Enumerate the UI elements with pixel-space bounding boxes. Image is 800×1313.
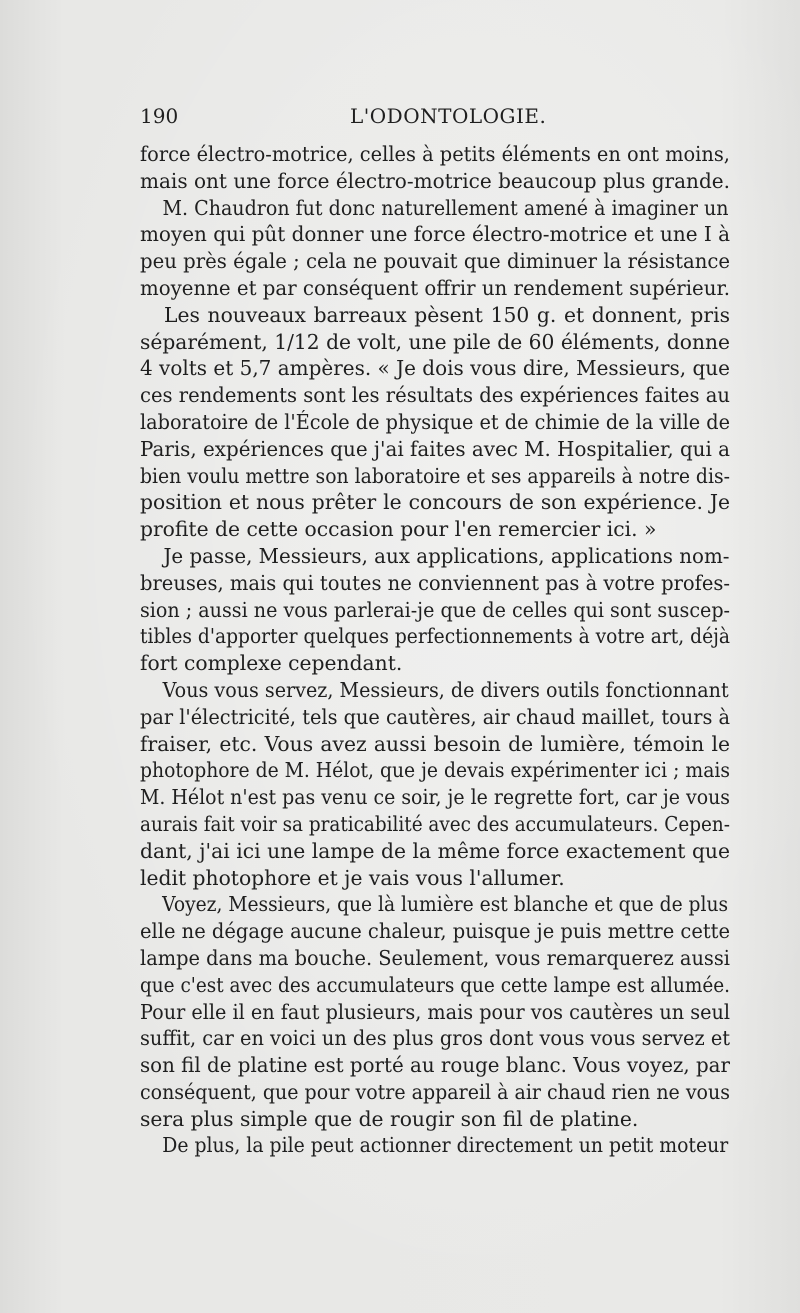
text-line: mais ont une force électro-motrice beaucoup plus grande. [140, 168, 730, 193]
text-line: peu près égale ; cela ne pouvait que diminuer la résistance [140, 249, 731, 274]
text-line: breuses, mais qui toutes ne conviennent pas à votre profes- [140, 570, 731, 595]
text-line: profite de cette occasion pour l'en remercier ici. » [140, 517, 657, 542]
text-line: photophore de M. Hélot, que je devais expérimenter ici ; mais [140, 758, 731, 783]
text-line: De plus, la pile peut actionner directement un petit moteur [162, 1133, 729, 1158]
running-title: L'ODONTOLOGIE. [350, 104, 547, 128]
text-line: bien voulu mettre son laboratoire et ses appareils à notre dis- [140, 463, 730, 488]
text-line: séparément, 1/12 de volt, une pile de 60 éléments, donne [140, 329, 731, 354]
text-line: dant, j'ai ici une lampe de la même force exactement que [140, 838, 730, 863]
text-line: lampe dans ma bouche. Seulement, vous remarquerez aussi [140, 945, 731, 970]
text-line: suffit, car en voici un des plus gros dont vous vous servez et [140, 1026, 731, 1051]
text-line: par l'électricité, tels que cautères, air chaud maillet, tours à [140, 704, 731, 729]
text-line: Les nouveaux barreaux pèsent 150 g. et donnent, pris [164, 302, 730, 327]
text-line: laboratoire de l'École de physique et de chimie de la ville de [140, 409, 731, 434]
text-line: elle ne dégage aucune chaleur, puisque je puis mettre cette [140, 919, 731, 944]
text-line: ces rendements sont les résultats des expériences faites au [140, 383, 730, 408]
text-line: que c'est avec des accumulateurs que cette lampe est allumée. [140, 972, 731, 997]
text-line: tibles d'apporter quelques perfectionnements à votre art, déjà [140, 624, 731, 649]
text-line: Je passe, Messieurs, aux applications, applications nom- [163, 543, 730, 568]
text-line: M. Chaudron fut donc naturellement amené à imaginer un [162, 195, 729, 220]
text-line: son fil de platine est porté au rouge blanc. Vous voyez, par [140, 1053, 730, 1078]
text-line: sera plus simple que de rougir son fil de platine. [140, 1106, 639, 1131]
text-line: sion ; aussi ne vous parlerai-je que de celles qui sont suscep- [140, 597, 731, 622]
page-number: 190 [140, 104, 179, 128]
text-line: moyen qui pût donner une force électro-motrice et une I à [140, 222, 731, 247]
text-line: fraiser, etc. Vous avez aussi besoin de lumière, témoin le [140, 731, 730, 756]
text-line: position et nous prêter le concours de son expérience. Je [140, 490, 730, 515]
text-line: Pour elle il en faut plusieurs, mais pour vos cautères un seul [140, 999, 730, 1024]
text-line: force électro-motrice, celles à petits éléments en ont moins, [140, 142, 730, 166]
text-line: fort complexe cependant. [140, 651, 403, 676]
text-line: Vous vous servez, Messieurs, de divers outils fonctionnant [162, 677, 729, 702]
text-line: ledit photophore et je vais vous l'allumer. [140, 865, 565, 890]
body-text [140, 141, 730, 1159]
text-line: M. Hélot n'est pas venu ce soir, je le regrette fort, car je vous [140, 785, 731, 810]
page-header [140, 100, 730, 132]
text-line: aurais fait voir sa praticabilité avec des accumulateurs. Cepen- [140, 811, 730, 836]
text-line: Paris, expériences que j'ai faites avec M. Hospitalier, qui a [140, 436, 731, 461]
text-line: conséquent, que pour votre appareil à air chaud rien ne vous [140, 1079, 730, 1104]
text-line: 4 volts et 5,7 ampères. « Je dois vous dire, Messieurs, que [140, 356, 730, 381]
text-line: moyenne et par conséquent offrir un rendement supérieur. [140, 275, 731, 300]
text-line: Voyez, Messieurs, que là lumière est blanche et que de plus [162, 892, 729, 917]
